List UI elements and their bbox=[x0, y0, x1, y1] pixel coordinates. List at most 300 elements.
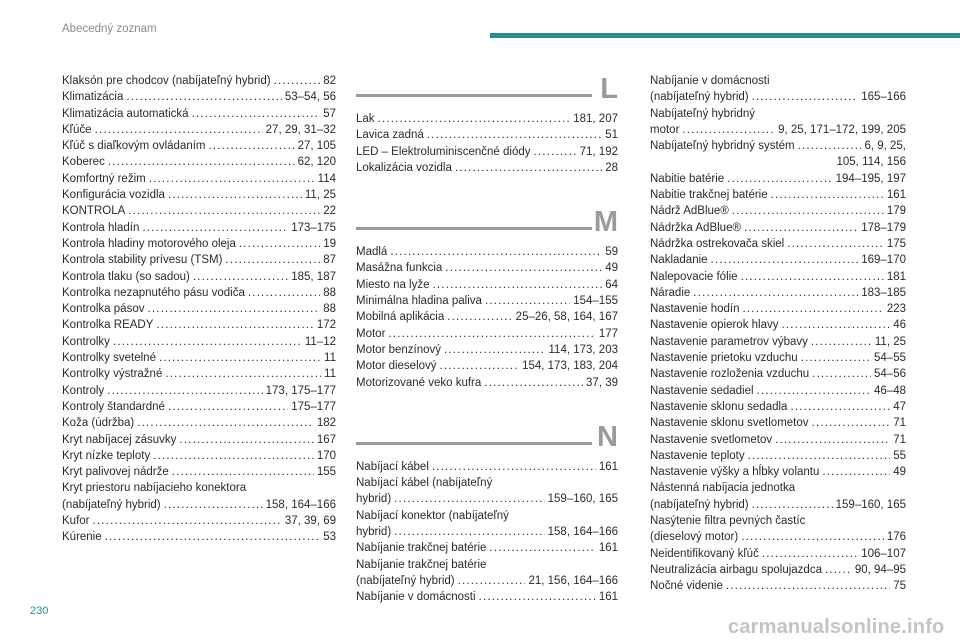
index-entry-term: Nádržka AdBlue® bbox=[650, 221, 741, 234]
index-entry bbox=[62, 383, 336, 399]
index-entry-pages: 64 bbox=[605, 278, 618, 291]
index-entry bbox=[62, 122, 336, 138]
index-entry bbox=[650, 415, 906, 431]
index-entry-term: Kryt palivovej nádrže bbox=[62, 466, 169, 479]
index-entry-term: Komfortný režim bbox=[62, 172, 146, 185]
index-entry-term: Kontrola tlaku (so sadou) bbox=[62, 270, 190, 283]
index-entry bbox=[650, 317, 906, 333]
index-entry-pages: 172 bbox=[316, 319, 336, 332]
index-entry-pages: 194–195, 197 bbox=[835, 172, 906, 185]
index-entry-term: Nastavenie opierok hlavy bbox=[650, 319, 779, 332]
index-entry-term: motor bbox=[650, 123, 680, 136]
dot-leader bbox=[95, 122, 263, 138]
dot-leader bbox=[248, 285, 320, 301]
dot-leader bbox=[394, 491, 544, 507]
dot-leader bbox=[762, 546, 858, 562]
index-entry-line: Nabíjateľný hybridný bbox=[650, 107, 755, 120]
index-entry-pages: 51 bbox=[605, 129, 618, 142]
index-entry-pages: 37, 39 bbox=[586, 376, 618, 389]
index-entry-term: Nočné videnie bbox=[650, 580, 723, 593]
index-entry bbox=[62, 154, 336, 170]
index-entry-term: Nabitie trakčnej batérie bbox=[650, 189, 768, 202]
index-entry-term: Masážna funkcia bbox=[356, 262, 443, 275]
index-entry-pages: 179 bbox=[886, 205, 906, 218]
index-entry-pages: 173–175 bbox=[291, 221, 336, 234]
index-entry bbox=[62, 106, 336, 122]
index-entry-term: (dieselový motor) bbox=[650, 531, 739, 544]
dot-leader bbox=[447, 309, 512, 325]
index-entry-term: Nastavenie výšky a hĺbky volantu bbox=[650, 466, 820, 479]
index-entry bbox=[650, 236, 906, 252]
index-entry-pages: 11, 25 bbox=[304, 189, 336, 202]
dot-leader bbox=[209, 138, 295, 154]
dot-leader bbox=[108, 154, 295, 170]
index-entry bbox=[62, 187, 336, 203]
dot-leader bbox=[484, 375, 583, 391]
index-entry-pages: 161 bbox=[598, 460, 618, 473]
index-entry-term: Kľúč s diaľkovým ovládaním bbox=[62, 140, 206, 153]
index-column-1 bbox=[62, 73, 336, 546]
index-entry bbox=[356, 573, 618, 589]
index-entry-term: Nabitie batérie bbox=[650, 172, 725, 185]
index-entry-line: Nástenná nabíjacia jednotka bbox=[650, 482, 796, 495]
index-entry-term: Kontrola stability prívesu (TSM) bbox=[62, 254, 223, 267]
index-entry bbox=[356, 277, 618, 293]
index-entry-term: KONTROLA bbox=[62, 205, 126, 218]
dot-leader bbox=[444, 342, 545, 358]
index-entry bbox=[650, 138, 906, 154]
index-entry-line: Nabíjanie trakčnej batérie bbox=[356, 558, 487, 571]
index-entry-term: Nabíjací kábel bbox=[356, 460, 429, 473]
dot-leader bbox=[445, 260, 602, 276]
dot-leader bbox=[128, 203, 320, 219]
index-entry bbox=[62, 529, 336, 545]
index-entry-pages: 46–48 bbox=[874, 384, 906, 397]
index-entry-term: Kľúče bbox=[62, 123, 92, 136]
dot-leader bbox=[149, 171, 315, 187]
dot-leader bbox=[458, 573, 526, 589]
index-entry-pages: 71, 192 bbox=[579, 145, 618, 158]
index-entry bbox=[62, 448, 336, 464]
dot-leader bbox=[752, 497, 833, 513]
index-entry-line: Nabíjací kábel (nabíjateľný bbox=[356, 477, 493, 490]
dot-leader bbox=[147, 301, 320, 317]
index-entry-term: Nastavenie teploty bbox=[650, 449, 745, 462]
dot-leader bbox=[771, 187, 884, 203]
index-entry-term: Kontrolky svetelné bbox=[62, 352, 156, 365]
index-entry bbox=[356, 127, 618, 143]
index-entry bbox=[62, 220, 336, 236]
index-entry bbox=[62, 513, 336, 529]
index-entry-term: Motorizované veko kufra bbox=[356, 376, 482, 389]
dot-leader bbox=[394, 524, 544, 540]
dot-leader bbox=[193, 269, 288, 285]
index-entry-pages: 183–185 bbox=[861, 286, 906, 299]
index-entry-pages: 82 bbox=[323, 75, 336, 87]
index-entry-term: Klimatizácia automatická bbox=[62, 107, 189, 120]
index-entry bbox=[62, 366, 336, 382]
index-entry-term: Kontrola hladiny motorového oleja bbox=[62, 237, 236, 250]
index-entry-term: Nádrž AdBlue® bbox=[650, 205, 729, 218]
index-entry bbox=[62, 236, 336, 252]
dot-leader bbox=[378, 111, 571, 127]
dot-leader bbox=[153, 448, 314, 464]
index-entry-line: Nasýtenie filtra pevných častíc bbox=[650, 515, 806, 528]
dot-leader bbox=[390, 244, 602, 260]
dot-leader bbox=[485, 293, 570, 309]
index-entry-pages: 21, 156, 164–166 bbox=[528, 574, 618, 587]
dot-leader bbox=[693, 285, 858, 301]
index-entry bbox=[650, 122, 906, 138]
dot-leader bbox=[192, 106, 321, 122]
dot-leader bbox=[711, 252, 859, 268]
index-entry-pages: 114, 173, 203 bbox=[548, 343, 618, 356]
index-entry-term: Kontrola hladín bbox=[62, 221, 140, 234]
index-entry bbox=[62, 285, 336, 301]
index-entry-pages: 173, 175–177 bbox=[265, 384, 336, 397]
dot-leader bbox=[812, 415, 891, 431]
index-entry-pages: 155 bbox=[316, 466, 336, 479]
index-entry-term: Nastavenie sedadiel bbox=[650, 384, 754, 397]
dot-leader bbox=[168, 187, 302, 203]
index-entry-term: Koža (údržba) bbox=[62, 417, 135, 430]
dot-leader bbox=[156, 317, 313, 333]
watermark: carmanualsonline.info bbox=[728, 616, 945, 638]
index-entry-term: Klimatizácia bbox=[62, 91, 124, 104]
index-entry bbox=[356, 358, 618, 374]
index-entry-pages: 90, 94–95 bbox=[854, 563, 906, 576]
index-entry bbox=[62, 464, 336, 480]
section-heading bbox=[356, 421, 618, 457]
index-entry-term: Nádržka ostrekovača skiel bbox=[650, 237, 785, 250]
index-entry-pages: 161 bbox=[598, 591, 618, 604]
index-entry bbox=[356, 244, 618, 260]
index-entry bbox=[650, 578, 906, 594]
index-entry bbox=[62, 334, 336, 350]
index-entry-term: Náradie bbox=[650, 286, 691, 299]
index-entry-term: Kryt nízke teploty bbox=[62, 449, 151, 462]
index-entry-pages: 87 bbox=[323, 254, 336, 267]
dot-leader bbox=[825, 562, 852, 578]
index-entry bbox=[62, 350, 336, 366]
index-entry bbox=[356, 144, 618, 160]
index-entry-pages: 114 bbox=[317, 172, 336, 185]
index-entry bbox=[356, 160, 618, 176]
index-entry-term: Nakladanie bbox=[650, 254, 708, 267]
index-entry bbox=[650, 89, 906, 105]
index-entry-pages: 158, 164–166 bbox=[265, 498, 336, 511]
index-entry-term: Konfigurácia vozidla bbox=[62, 189, 165, 202]
section-rule bbox=[356, 94, 592, 97]
index-entry-pages: 11 bbox=[324, 352, 336, 365]
index-entry-term: Kontrolky bbox=[62, 335, 110, 348]
dot-leader bbox=[741, 529, 884, 545]
dot-leader bbox=[790, 399, 890, 415]
index-entry-pages: 75 bbox=[893, 580, 906, 593]
index-entry-term: Kontrolka nezapnutého pásu vodiča bbox=[62, 286, 245, 299]
index-entry-pages: 57 bbox=[323, 107, 336, 120]
index-entry-pages: 181 bbox=[886, 270, 906, 283]
index-entry bbox=[62, 203, 336, 219]
index-entry bbox=[650, 285, 906, 301]
dot-leader bbox=[168, 399, 288, 415]
index-entry-term: Motor dieselový bbox=[356, 360, 437, 373]
index-entry bbox=[356, 540, 618, 556]
index-entry bbox=[356, 524, 618, 540]
index-entry-line: Nabíjanie v domácnosti bbox=[650, 75, 770, 87]
dot-leader bbox=[757, 383, 871, 399]
dot-leader bbox=[105, 529, 321, 545]
dot-leader bbox=[274, 73, 321, 89]
index-entry-term: Nabíjateľný hybridný systém bbox=[650, 140, 795, 153]
index-entry-pages: 9, 25, 171–172, 199, 205 bbox=[778, 123, 906, 136]
index-entry bbox=[650, 220, 906, 236]
index-entry-pages: 88 bbox=[323, 303, 336, 316]
index-entry-term: Motor benzínový bbox=[356, 343, 442, 356]
dot-leader bbox=[239, 236, 320, 252]
index-entry bbox=[62, 171, 336, 187]
index-entry bbox=[650, 252, 906, 268]
index-entry-term: Koberec bbox=[62, 156, 105, 169]
index-entry-pages: 158, 164–166 bbox=[547, 526, 618, 539]
index-entry bbox=[650, 334, 906, 350]
dot-leader bbox=[93, 513, 282, 529]
index-entry-term: (nabíjateľný hybrid) bbox=[62, 498, 161, 511]
index-entry-term: Nastavenie parametrov výbavy bbox=[650, 335, 808, 348]
index-entry-term: Nabíjanie trakčnej batérie bbox=[356, 542, 487, 555]
dot-leader bbox=[743, 301, 884, 317]
index-entry bbox=[650, 171, 906, 187]
index-entry bbox=[356, 293, 618, 309]
index-entry-pages: 11 bbox=[324, 368, 336, 381]
index-column-3 bbox=[650, 73, 906, 595]
index-entry-pages: 175 bbox=[886, 237, 906, 250]
dot-leader bbox=[682, 122, 775, 138]
section-rule bbox=[356, 442, 592, 445]
section-letter: L bbox=[600, 73, 618, 105]
index-entry-pages: 181, 207 bbox=[573, 113, 618, 125]
index-entry-term: Nastavenie prietoku vzduchu bbox=[650, 352, 798, 365]
index-entry-pages: 28 bbox=[605, 161, 618, 174]
index-entry-pages: 154–155 bbox=[573, 295, 618, 308]
index-column-2 bbox=[356, 73, 618, 606]
index-entry bbox=[356, 375, 618, 391]
dot-leader bbox=[142, 220, 288, 236]
dot-leader bbox=[432, 459, 596, 475]
index-entry bbox=[62, 252, 336, 268]
index-entry-term: Nastavenie hodín bbox=[650, 303, 740, 316]
index-entry bbox=[62, 301, 336, 317]
dot-leader bbox=[811, 334, 872, 350]
index-entry-line: Nabíjací konektor (nabíjateľný bbox=[356, 509, 509, 522]
index-entry-pages: 106–107 bbox=[861, 547, 906, 560]
index-entry-pages: 169–170 bbox=[861, 254, 906, 267]
section-letter: M bbox=[593, 206, 618, 239]
index-entry-pages: 46 bbox=[893, 319, 906, 332]
index-entry-term: (nabíjateľný hybrid) bbox=[650, 91, 749, 104]
index-entry-term: Kontroly bbox=[62, 384, 105, 397]
index-entry-pages: 175–177 bbox=[291, 400, 336, 413]
index-entry bbox=[62, 497, 336, 513]
index-entry-pages: 53–54, 56 bbox=[284, 91, 336, 104]
index-entry-term: Nastavenie sklonu svetlometov bbox=[650, 417, 809, 430]
index-entry-term: Kryt nabíjacej zásuvky bbox=[62, 433, 177, 446]
dot-leader bbox=[225, 252, 320, 268]
index-entry-line: Kryt priestoru nabíjacieho konektora bbox=[62, 482, 247, 495]
dot-leader bbox=[801, 350, 871, 366]
dot-leader bbox=[782, 317, 891, 333]
index-entry-pages: 170 bbox=[316, 449, 336, 462]
index-entry-term: hybrid) bbox=[356, 493, 392, 506]
dot-leader bbox=[440, 358, 520, 374]
index-entry-pages: 154, 173, 183, 204 bbox=[522, 360, 618, 373]
index-entry-term: Kontrolka pásov bbox=[62, 303, 145, 316]
header-accent-bar bbox=[490, 33, 960, 38]
index-entry-pages: 185, 187 bbox=[291, 270, 336, 283]
index-entry-pages: 6, 9, 25, bbox=[864, 140, 906, 153]
index-entry bbox=[650, 366, 906, 382]
dot-leader bbox=[748, 448, 891, 464]
index-entry bbox=[650, 546, 906, 562]
index-entry-term: Madlá bbox=[356, 246, 388, 259]
index-entry-term: Lokalizácia vozidla bbox=[356, 161, 452, 174]
index-entry bbox=[650, 529, 906, 545]
index-entry-pages: 53 bbox=[323, 531, 336, 544]
index-entry-pages: 167 bbox=[316, 433, 336, 446]
section-letter: N bbox=[597, 420, 618, 453]
index-entry-term: (nabíjateľný hybrid) bbox=[650, 498, 749, 511]
dot-leader bbox=[107, 383, 262, 399]
index-entry bbox=[650, 350, 906, 366]
index-entry bbox=[650, 203, 906, 219]
index-entry-term: Lavica zadná bbox=[356, 129, 424, 142]
dot-leader bbox=[137, 415, 314, 431]
dot-leader bbox=[744, 220, 858, 236]
index-entry-term: hybrid) bbox=[356, 526, 392, 539]
index-entry-term: Lak bbox=[356, 113, 375, 125]
index-entry-pages: 11, 25 bbox=[874, 335, 906, 348]
index-entry-term: Mobilná aplikácia bbox=[356, 311, 445, 324]
dot-leader bbox=[479, 589, 596, 605]
index-entry-term: (nabíjateľný hybrid) bbox=[356, 574, 455, 587]
index-entry bbox=[356, 111, 618, 127]
index-entry bbox=[650, 432, 906, 448]
dot-leader bbox=[126, 89, 281, 105]
index-entry bbox=[356, 342, 618, 358]
index-entry bbox=[356, 260, 618, 276]
index-entry-pages: 176 bbox=[886, 531, 906, 544]
header-title: Abecedný zoznam bbox=[62, 23, 157, 35]
index-entry-term: Kontrolka READY bbox=[62, 319, 154, 332]
index-entry-pages: 71 bbox=[893, 433, 906, 446]
index-entry-pages: 11–12 bbox=[304, 335, 336, 348]
index-entry-term: Miesto na lyže bbox=[356, 278, 430, 291]
index-entry-pages: 22 bbox=[323, 205, 336, 218]
dot-leader bbox=[775, 432, 890, 448]
index-entry-pages-continued: 105, 114, 156 bbox=[836, 156, 906, 169]
index-entry-pages: 161 bbox=[598, 542, 618, 555]
index-entry-term: Nastavenie svetlometov bbox=[650, 433, 773, 446]
dot-leader bbox=[798, 138, 862, 154]
index-entry bbox=[356, 589, 618, 605]
dot-leader bbox=[812, 366, 871, 382]
index-entry-pages: 159–160, 165 bbox=[547, 493, 618, 506]
index-entry-pages: 49 bbox=[605, 262, 618, 275]
index-entry bbox=[650, 464, 906, 480]
index-entry bbox=[62, 399, 336, 415]
index-entry bbox=[650, 269, 906, 285]
dot-leader bbox=[489, 540, 595, 556]
index-entry-pages: 54–55 bbox=[874, 352, 906, 365]
index-entry bbox=[650, 497, 906, 513]
index-entry bbox=[62, 73, 336, 89]
section-heading bbox=[356, 206, 618, 242]
dot-leader bbox=[732, 203, 884, 219]
dot-leader bbox=[433, 277, 603, 293]
index-entry bbox=[62, 89, 336, 105]
index-entry bbox=[650, 399, 906, 415]
dot-leader bbox=[164, 497, 263, 513]
index-entry-pages: 47 bbox=[893, 400, 906, 413]
index-entry-pages: 161 bbox=[886, 189, 906, 202]
index-entry bbox=[356, 459, 618, 475]
dot-leader bbox=[388, 326, 595, 342]
index-entry-pages: 182 bbox=[316, 417, 336, 430]
index-entry bbox=[62, 138, 336, 154]
index-entry bbox=[650, 383, 906, 399]
index-entry-pages: 165–166 bbox=[861, 91, 906, 104]
index-entry-term: Kúrenie bbox=[62, 531, 102, 544]
dot-leader bbox=[165, 366, 321, 382]
index-entry bbox=[356, 491, 618, 507]
index-entry-pages: 223 bbox=[886, 303, 906, 316]
index-entry-term: Neidentifikovaný kľúč bbox=[650, 547, 759, 560]
index-entry bbox=[62, 432, 336, 448]
index-entry-term: LED – Elektroluminiscenčné diódy bbox=[356, 145, 531, 158]
index-entry bbox=[650, 562, 906, 578]
dot-leader bbox=[752, 89, 859, 105]
index-entry-pages: 19 bbox=[323, 237, 336, 250]
index-entry bbox=[62, 317, 336, 333]
index-entry-pages: 177 bbox=[598, 327, 618, 340]
index-entry-term: Nabíjanie v domácnosti bbox=[356, 591, 476, 604]
index-entry bbox=[650, 448, 906, 464]
dot-leader bbox=[172, 464, 314, 480]
index-entry-pages: 54–56 bbox=[874, 368, 906, 381]
index-entry bbox=[356, 326, 618, 342]
index-entry-pages: 27, 105 bbox=[297, 140, 336, 153]
index-entry-pages: 62, 120 bbox=[297, 156, 336, 169]
index-entry-pages: 71 bbox=[893, 417, 906, 430]
index-entry bbox=[650, 301, 906, 317]
dot-leader bbox=[427, 127, 602, 143]
dot-leader bbox=[534, 144, 577, 160]
index-entry-pages: 88 bbox=[323, 286, 336, 299]
dot-leader bbox=[455, 160, 602, 176]
dot-leader bbox=[179, 432, 313, 448]
index-entry-term: Kontroly štandardné bbox=[62, 400, 165, 413]
index-entry-term: Nalepovacie fólie bbox=[650, 270, 738, 283]
index-entry-pages: 159–160, 165 bbox=[835, 498, 906, 511]
dot-leader bbox=[741, 269, 884, 285]
index-entry bbox=[356, 309, 618, 325]
index-entry-term: Kontrolky výstražné bbox=[62, 368, 163, 381]
dot-leader bbox=[726, 578, 890, 594]
section-heading bbox=[356, 73, 618, 109]
index-entry-term: Minimálna hladina paliva bbox=[356, 295, 482, 308]
index-entry-term: Neutralizácia airbagu spolujazdca bbox=[650, 563, 822, 576]
section-rule bbox=[356, 227, 592, 230]
